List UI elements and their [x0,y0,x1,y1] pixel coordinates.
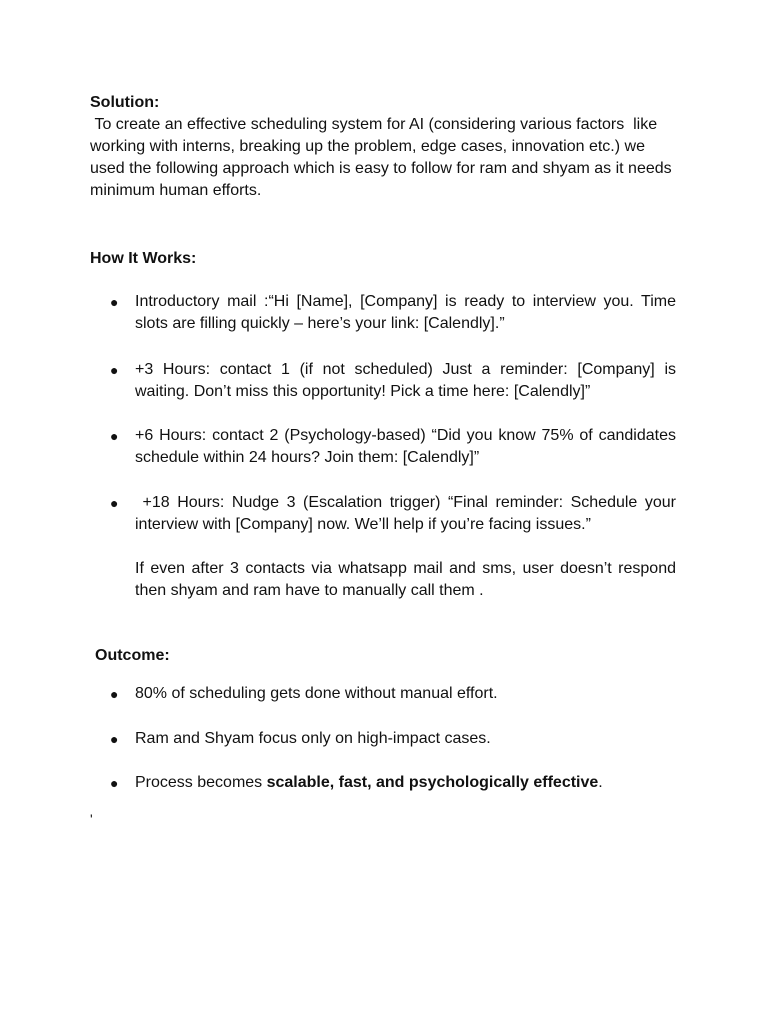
list-item [90,291,680,335]
bullet-icon: ● [110,294,119,310]
stray-mark: ' [90,811,93,827]
list-item [90,683,680,705]
outcome-heading: Outcome: [95,647,170,664]
solution-paragraph: To create an effective scheduling system for AI (considering various factors like working with interns, breaking up the problem, edge cases, innovation etc.) we used the following approach which is easy to follow for ram and shyam as it needs minimum human efforts. [90,116,677,199]
list-item-suffix: . [598,774,603,791]
followup-paragraph: If even after 3 contacts via whatsapp mail and sms, user doesn’t respond then shyam and ram have to manually call them . [135,560,676,599]
bullet-icon: ● [110,731,119,747]
list-item-bold: scalable, fast, and psychologically effective [266,774,599,791]
list-item-text: +3 Hours: contact 1 (if not scheduled) Just a reminder: [Company] is waiting. Don’t miss this opportunity! Pick a time here: [Calendly]” [135,361,676,400]
bullet-icon: ● [110,495,119,511]
bullet-icon: ● [110,775,119,791]
bullet-icon: ● [110,686,119,702]
list-item [90,772,680,794]
bullet-icon: ● [110,428,119,444]
list-item-text: 80% of scheduling gets done without manual effort. [135,685,498,702]
list-item [90,359,680,403]
list-item [90,728,680,750]
list-item-text: +6 Hours: contact 2 (Psychology-based) “Did you know 75% of candidates schedule within 24 hours? Join them: [Calendly]” [135,427,676,466]
list-item-prefix: Process becomes [135,774,267,791]
list-item [90,425,680,469]
list-item [90,492,680,536]
solution-heading: Solution: [90,94,160,111]
list-item-text [135,772,676,794]
list-item-text: Ram and Shyam focus only on high-impact cases. [135,730,491,747]
bullet-icon: ● [110,362,119,378]
list-item-text: +18 Hours: Nudge 3 (Escalation trigger) “Final reminder: Schedule your interview with [Company] now. We’ll help if you’re facing issues.” [135,494,681,533]
list-item-text: Introductory mail :“Hi [Name], [Company] is ready to interview you. Time slots are filling quickly – here’s your link: [Calendly].” [135,293,676,332]
how-it-works-heading: How It Works: [90,250,197,267]
